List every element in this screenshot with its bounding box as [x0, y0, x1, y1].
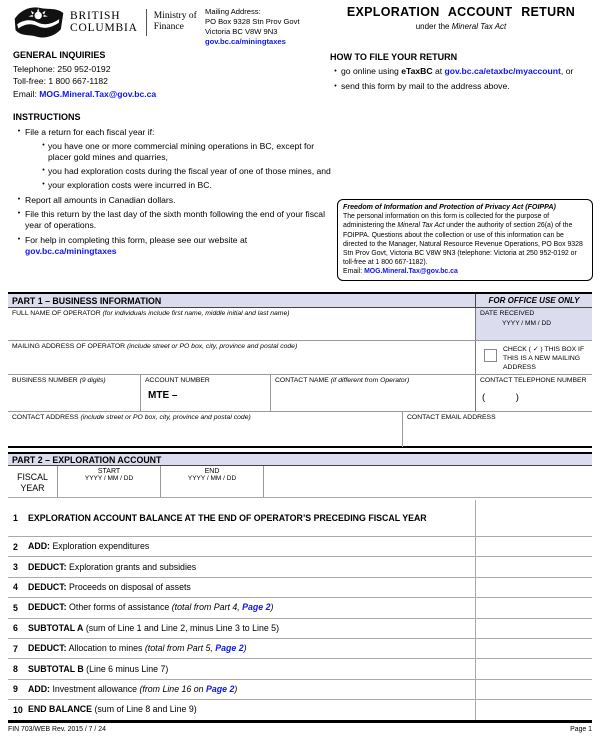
mailing-address-line2: Victoria BC V8W 9N3 [205, 26, 278, 36]
bc-government-logo [13, 5, 197, 39]
line-number: 2 [13, 541, 18, 552]
fiscal-start-input[interactable] [57, 466, 160, 497]
line-number: 8 [13, 664, 18, 675]
instructions-section [13, 112, 337, 257]
part1-row-mailing-address [8, 341, 592, 375]
account-line-1 [8, 500, 592, 536]
line-number: 6 [13, 623, 18, 634]
part1-row-business-account [8, 375, 592, 412]
miningtaxes-link[interactable]: gov.bc.ca/miningtaxes [205, 36, 286, 46]
telephone-line: Telephone: 250 952-0192 [13, 63, 111, 74]
line-description: SUBTOTAL B (Line 6 minus Line 7) [28, 663, 169, 674]
fiscal-end-label: END [204, 468, 220, 475]
general-email-link[interactable]: MOG.Mineral.Tax@gov.bc.ca [39, 89, 157, 100]
foippa-notice-box [337, 199, 593, 281]
page-number: Page 1 [570, 726, 592, 733]
part2-title: PART 2 – EXPLORATION ACCOUNT [12, 455, 162, 465]
instruction-sub-item: • you had exploration costs during the fiscal year of one of those mines, and [39, 166, 337, 177]
line-8-amount-input[interactable] [475, 659, 592, 678]
office-use-label: FOR OFFICE USE ONLY [475, 294, 592, 307]
account-line-6 [8, 618, 592, 638]
line-description: ADD: Investment allowance (from Line 16 on Page 2) [28, 683, 238, 694]
part1-row-contact-address [8, 412, 592, 447]
instruction-item: • File a return for each fiscal year if: [13, 127, 337, 138]
business-number-input[interactable] [8, 375, 140, 411]
line-description: DEDUCT: Other forms of assistance (total from Part 4, Page 2) [28, 602, 274, 613]
date-received-format: YYYY / MM / DD [502, 320, 551, 328]
account-line-10 [8, 699, 592, 719]
contact-address-label: CONTACT ADDRESS (include street or PO box, city, province and postal code) [12, 414, 251, 421]
title-block [330, 5, 592, 31]
fiscal-end-format: YYYY / MM / DD [187, 475, 237, 482]
line-number: 3 [13, 562, 18, 573]
business-number-label: BUSINESS NUMBER (9 digits) [12, 377, 106, 384]
line-9-amount-input[interactable] [475, 680, 592, 699]
general-inquiries-section [13, 49, 156, 101]
page-footer [8, 726, 592, 733]
how-to-file-item-1: • go online using eTaxBC at gov.bc.ca/etaxbc/myaccount, or [330, 66, 580, 78]
how-to-file-heading: HOW TO FILE YOUR RETURN [330, 52, 458, 62]
bullet-icon: • [334, 68, 337, 76]
line-10-amount-input[interactable] [475, 700, 592, 719]
instruction-item: • For help in completing this form, please see our website at gov.bc.ca/miningtaxes [13, 235, 337, 257]
line-3-amount-input[interactable] [475, 557, 592, 576]
logo-divider [146, 9, 147, 36]
line-description: DEDUCT: Proceeds on disposal of assets [28, 581, 191, 592]
part1-header-bar [8, 292, 592, 308]
contact-email-label: CONTACT EMAIL ADDRESS [407, 414, 496, 421]
bc-flag-icon [13, 5, 65, 39]
bullet-icon: • [42, 181, 45, 189]
full-name-label: FULL NAME OF OPERATOR (for individuals include first name, middle initial and last name) [12, 310, 290, 317]
fiscal-year-row [8, 466, 592, 498]
contact-telephone-label: CONTACT TELEPHONE NUMBER [480, 377, 587, 384]
instruction-sub-item: • you have one or more commercial mining operations in BC, except for placer gold mines and quarries, [39, 141, 337, 163]
part1-title: PART 1 – BUSINESS INFORMATION [12, 296, 162, 306]
bullet-icon: • [42, 142, 45, 150]
email-line: Email: MOG.Mineral.Tax@gov.bc.ca [13, 89, 157, 100]
bc-wordmark: BRITISH COLUMBIA [70, 9, 138, 34]
contact-email-input[interactable] [402, 412, 592, 447]
exploration-account-lines [8, 500, 592, 723]
line-description: DEDUCT: Allocation to mines (total from Part 5, Page 2) [28, 643, 247, 654]
contact-name-input[interactable] [270, 375, 475, 411]
line-number: 5 [13, 602, 18, 613]
account-number-label: ACCOUNT NUMBER [145, 377, 210, 384]
bullet-icon: • [42, 167, 45, 175]
foippa-body: The personal information on this form is collected for the purpose of administering the Mineral Tax Act under the authority of section 26(a) of the FOIPPA. Questions about the collection or use of this information can be directed to the Manager, Natural Resource Revenue Operations, PO Box 9328 Stn Prov Govt, Victoria BC V8W 9N3 (telephone: Victoria at 250 952-0192 or toll-free at 1 800 667-1182). [343, 213, 583, 266]
line-7-amount-input[interactable] [475, 639, 592, 658]
line-6-amount-input[interactable] [475, 619, 592, 638]
part2-header-bar [8, 452, 592, 466]
contact-telephone-input[interactable] [475, 375, 592, 411]
instructions-heading: INSTRUCTIONS [13, 112, 81, 122]
bullet-icon: • [17, 210, 21, 218]
bullet-icon: • [17, 195, 21, 203]
fiscal-year-label: FISCAL YEAR [17, 472, 48, 493]
page-2-link[interactable]: Page 2 [215, 643, 244, 654]
line-description: END BALANCE (sum of Line 8 and Line 9) [28, 704, 197, 715]
line-2-amount-input[interactable] [475, 537, 592, 556]
contact-name-label: CONTACT NAME (if different from Operator) [275, 377, 410, 384]
page-2-link[interactable]: Page 2 [242, 602, 271, 613]
account-number-input[interactable] [140, 375, 270, 411]
account-line-3 [8, 556, 592, 576]
bullet-icon: • [334, 82, 337, 90]
instructions-list [13, 127, 337, 257]
line-number: 7 [13, 643, 18, 654]
page-subtitle: under the Mineral Tax Act [415, 22, 507, 31]
line-4-amount-input[interactable] [475, 578, 592, 597]
instruction-item: • Report all amounts in Canadian dollars. [13, 195, 337, 206]
fiscal-row-spacer [263, 466, 592, 497]
part1-row-full-name [8, 308, 592, 341]
page-title: EXPLORATION ACCOUNT RETURN [346, 5, 576, 19]
line-number: 1 [13, 513, 18, 523]
bullet-icon: • [17, 235, 21, 243]
line-1-amount-input[interactable] [475, 500, 592, 536]
contact-address-input[interactable] [8, 412, 402, 447]
fiscal-start-label: START [97, 468, 121, 475]
date-received-label: DATE RECEIVED [480, 310, 535, 317]
mailing-address-line1: PO Box 9328 Stn Prov Govt [205, 16, 300, 26]
form-number: FIN 703/WEB Rev. 2015 / 7 / 24 [8, 726, 106, 733]
new-address-check-cell [475, 341, 592, 374]
fiscal-start-format: YYYY / MM / DD [84, 475, 134, 482]
account-number-prefix: MTE – [148, 390, 178, 402]
foippa-email-line: Email: MOG.Mineral.Tax@gov.bc.ca [343, 268, 458, 276]
full-name-input[interactable] [8, 308, 475, 340]
account-line-7 [8, 638, 592, 658]
line-description: EXPLORATION ACCOUNT BALANCE AT THE END OF OPERATOR’S PRECEDING FISCAL YEAR [28, 512, 427, 523]
mailing-address-block [205, 7, 300, 46]
line-description: ADD: Exploration expenditures [28, 541, 150, 552]
part1-business-information [8, 292, 592, 448]
miningtaxes-link[interactable]: gov.bc.ca/miningtaxes [25, 245, 117, 256]
instruction-item: • File this return by the last day of the sixth month following the end of your fiscal year of operations. [13, 209, 337, 231]
foippa-email-link[interactable]: MOG.Mineral.Tax@gov.bc.ca [364, 268, 458, 276]
line-number: 10 [13, 704, 23, 715]
tollfree-line: Toll-free: 1 800 667-1182 [13, 76, 108, 87]
new-mailing-address-checkbox[interactable] [484, 349, 497, 362]
page-2-link[interactable]: Page 2 [206, 683, 235, 694]
line-5-amount-input[interactable] [475, 598, 592, 617]
telephone-parens: ( ) [482, 392, 533, 404]
how-to-file-item-2: • send this form by mail to the address above. [330, 81, 580, 93]
line-number: 4 [13, 582, 18, 593]
mailing-address-label: Mailing Address: [205, 7, 261, 16]
line-description: DEDUCT: Exploration grants and subsidies [28, 561, 197, 572]
line-description: SUBTOTAL A (sum of Line 1 and Line 2, minus Line 3 to Line 5) [28, 622, 279, 633]
etaxbc-link[interactable]: gov.bc.ca/etaxbc/myaccount [444, 66, 561, 77]
foippa-title: Freedom of Information and Protection of Privacy Act (FOIPPA) [343, 203, 556, 211]
general-inquiries-heading: GENERAL INQUIRIES [13, 50, 106, 60]
account-line-8 [8, 658, 592, 678]
how-to-file-section [330, 51, 580, 92]
date-received-input[interactable] [475, 308, 592, 340]
account-line-5 [8, 597, 592, 617]
operator-mailing-address-input[interactable] [8, 341, 475, 374]
operator-mailing-address-label: MAILING ADDRESS OF OPERATOR (include street or PO box, city, province and postal code) [12, 343, 298, 350]
account-line-4 [8, 577, 592, 597]
bullet-icon: • [17, 128, 21, 136]
line-number: 9 [13, 684, 18, 695]
instruction-sub-item: • your exploration costs were incurred in BC. [39, 180, 337, 191]
account-line-9 [8, 679, 592, 699]
ministry-label: Ministry of Finance [153, 10, 197, 32]
fiscal-end-input[interactable] [160, 466, 263, 497]
new-mailing-address-check-label: CHECK ( ✓ ) THIS BOX IF THIS IS A NEW MAILING ADDRESS [503, 346, 585, 371]
account-line-2 [8, 536, 592, 556]
